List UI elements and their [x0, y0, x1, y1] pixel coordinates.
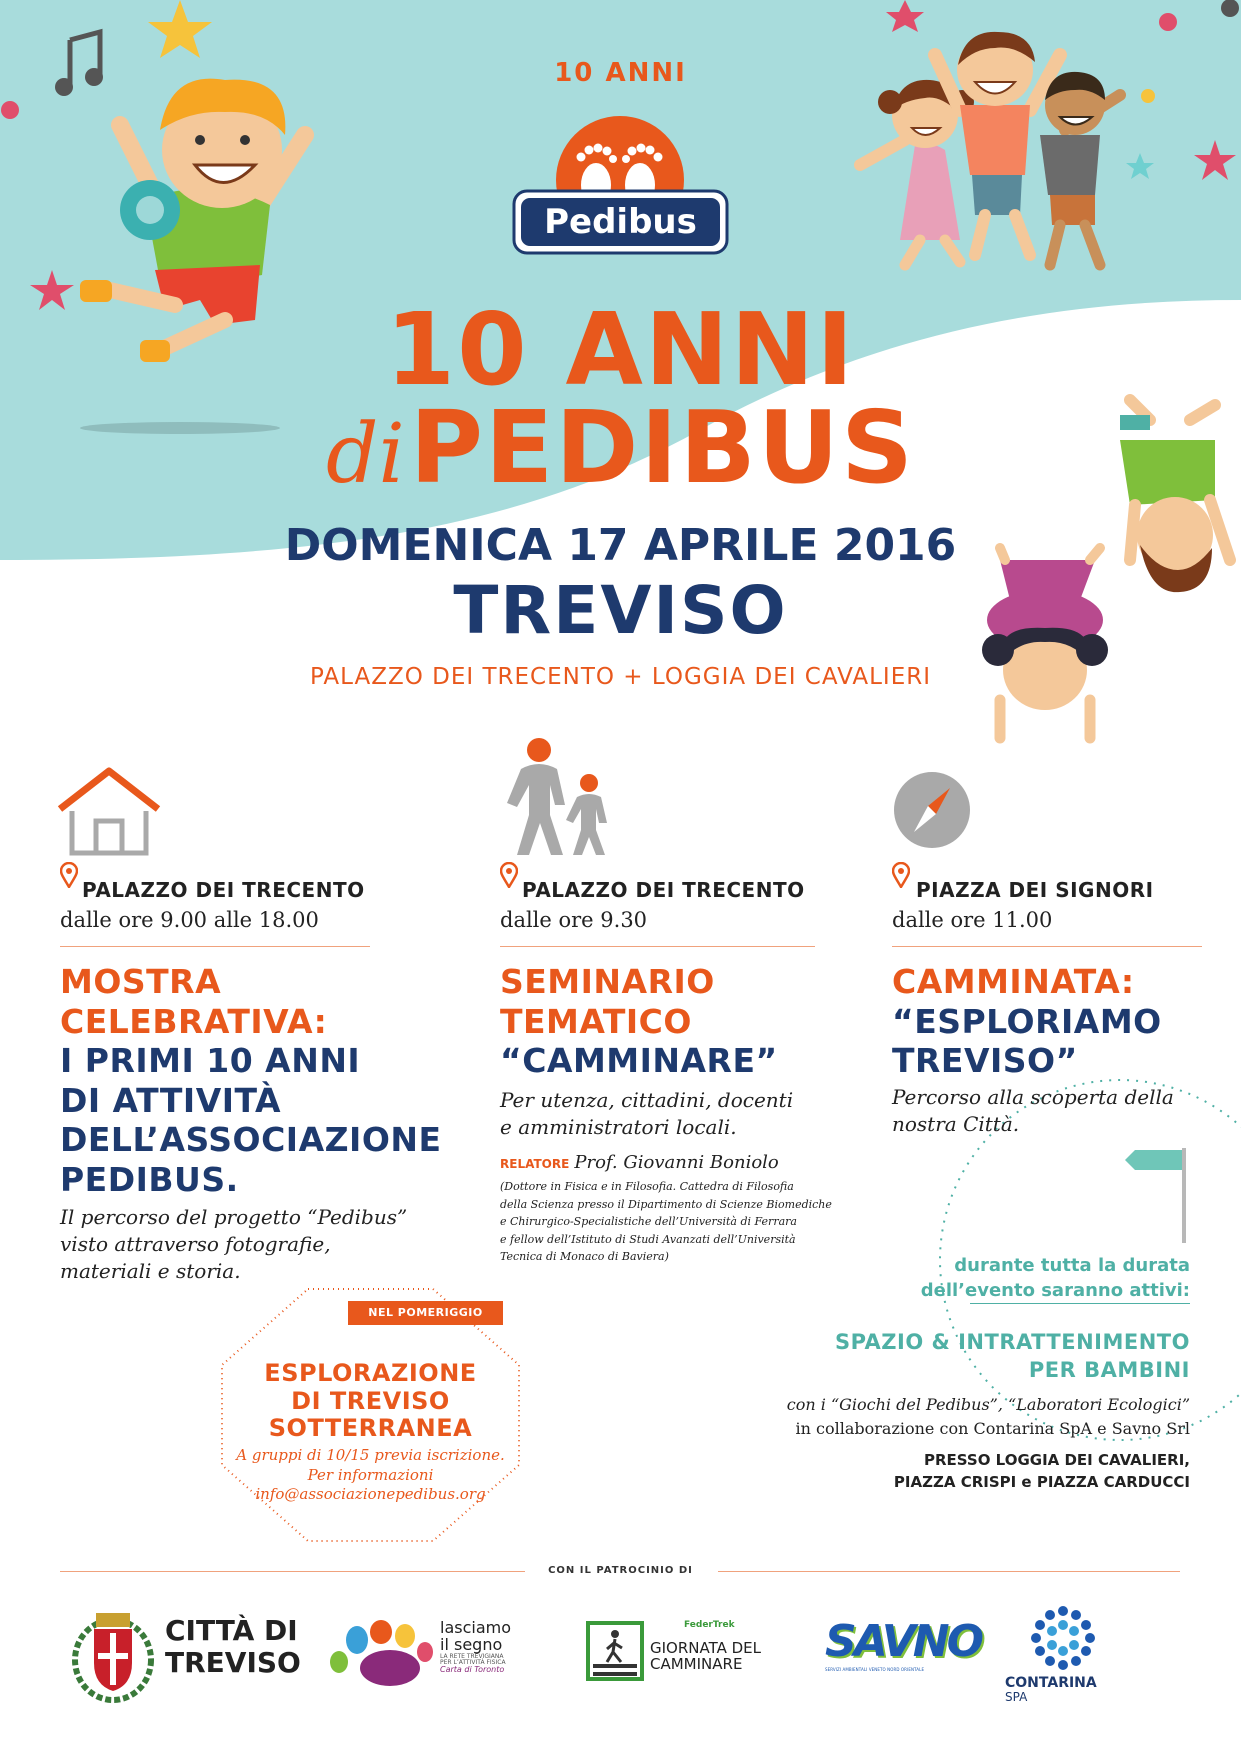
kids-where-line: PRESSO LOGGIA DEI CAVALIERI,	[923, 1451, 1190, 1469]
main-title-line1: 10 ANNI	[385, 291, 856, 408]
giornata-line: CAMMINARE	[650, 1655, 743, 1674]
segno-logo-text	[440, 1620, 511, 1675]
main-title-line2	[0, 389, 1241, 506]
contarina-line: SPA	[1005, 1689, 1028, 1704]
col3-heading-navy-1: “ESPLORIAMO	[892, 1001, 1162, 1041]
speaker-bio-line: e Chirurgico-Specialistiche dell’Università di Ferrara	[500, 1215, 797, 1229]
kids-line2: in collaborazione con Contarina SpA e Savno Srl	[795, 1419, 1190, 1438]
treviso-logo-line: CITTÀ DI	[165, 1614, 298, 1647]
kids-title-line: SPAZIO & INTRATTENIMENTO	[834, 1330, 1190, 1354]
speaker-label: RELATORE	[500, 1157, 570, 1171]
col2-heading-navy-1: “CAMMINARE”	[500, 1041, 778, 1081]
col2-divider	[500, 946, 815, 947]
event-venue: PALAZZO DEI TRECENTO + LOGGIA DEI CAVALIERI	[310, 664, 931, 690]
location-pin-icon	[500, 862, 518, 888]
kids-intro-divider	[970, 1303, 1190, 1304]
afternoon-title-line: SOTTERRANEA	[268, 1414, 473, 1443]
afternoon-title	[218, 1360, 523, 1443]
col1-heading-navy-4: PEDIBUS.	[60, 1159, 239, 1199]
location-pin-icon	[892, 862, 910, 888]
col1-heading-navy-3: DELL’ASSOCIAZIONE	[60, 1120, 442, 1160]
contarina-logo-icon	[1028, 1603, 1098, 1673]
col1-desc-line: visto attraverso fotografie,	[60, 1232, 331, 1256]
col2-speaker	[500, 1152, 840, 1173]
house-icon	[56, 765, 162, 857]
kids-intro-line: dell’evento saranno attivi:	[920, 1280, 1190, 1302]
col3-heading-navy-2: TREVISO”	[892, 1041, 1078, 1081]
giornata-logo-text	[650, 1621, 761, 1673]
location-pin-icon	[60, 862, 78, 888]
event-city: TREVISO	[453, 572, 788, 649]
col3-heading	[892, 962, 1222, 1081]
afternoon-text-line: Per informazioni	[307, 1465, 434, 1484]
treviso-logo-line: TREVISO	[165, 1646, 301, 1680]
kids-area-intro	[700, 1253, 1190, 1303]
savno-wordmark: SAVNO	[825, 1616, 982, 1667]
col1-desc-line: materiali e storia.	[60, 1259, 241, 1283]
savno-tagline: SERVIZI AMBIENTALI VENETO NORD ORIENTALE	[825, 1667, 925, 1672]
main-title-di: di	[325, 407, 405, 502]
giornata-line: GIORNATA DEL	[650, 1638, 762, 1657]
col3-desc-line: nostra Città.	[892, 1112, 1020, 1136]
col3-divider	[892, 946, 1202, 947]
pedestrian-crossing-icon	[585, 1620, 645, 1682]
afternoon-email[interactable]: info@associazionepedibus.org	[255, 1485, 486, 1503]
col3-location: PIAZZA DEI SIGNORI	[916, 878, 1154, 902]
kids-where-line: PIAZZA CRISPI e PIAZZA CARDUCCI	[893, 1472, 1190, 1491]
badge-anniversary: 10 ANNI	[554, 58, 687, 88]
compass-icon	[892, 770, 972, 850]
col1-time: dalle ore 9.00 alle 18.00	[60, 908, 319, 932]
speaker-bio-line: Tecnica di Monaco di Baviera)	[500, 1250, 669, 1264]
treviso-crest-icon	[68, 1605, 158, 1705]
kids-title-line: PER BAMBINI	[1028, 1358, 1190, 1383]
col2-location: PALAZZO DEI TRECENTO	[522, 878, 805, 902]
col1-heading-navy-1: I PRIMI 10 ANNI	[60, 1041, 361, 1081]
col2-desc-line: e amministratori locali.	[500, 1115, 737, 1139]
col3-description	[892, 1084, 1222, 1138]
speaker-name: Prof. Giovanni Boniolo	[574, 1152, 779, 1173]
segno-line: Carta di Toronto	[440, 1665, 505, 1675]
kids-area-title	[700, 1328, 1190, 1385]
col1-location: PALAZZO DEI TRECENTO	[82, 878, 365, 902]
paw-print-logo-icon	[325, 1620, 435, 1690]
col1-desc-line: Il percorso del progetto “Pedibus”	[60, 1205, 408, 1229]
badge-brand: Pedibus	[544, 202, 697, 242]
savno-logo	[825, 1616, 982, 1672]
segno-line: PER L’ATTIVITÀ FISICA	[440, 1658, 506, 1666]
col1-heading-navy-2: DI ATTIVITÀ	[60, 1080, 281, 1120]
segno-line: il segno	[440, 1634, 503, 1654]
speaker-bio-line: della Scienza presso il Dipartimento di Scienze Biomediche	[500, 1197, 832, 1211]
speaker-bio-line: e fellow dell’Istituto di Studi Avanzati dell’Università	[500, 1232, 796, 1246]
col3-heading-orange-1: CAMMINATA:	[892, 962, 1135, 1001]
col1-heading	[60, 962, 480, 1200]
col3-time: dalle ore 11.00	[892, 908, 1053, 932]
event-date: DOMENICA 17 APRILE 2016	[284, 520, 957, 571]
contarina-logo-text	[1005, 1676, 1097, 1703]
main-title-pedibus: PEDIBUS	[409, 389, 916, 506]
segno-line: lasciamo	[440, 1618, 512, 1637]
kids-intro-line: durante tutta la durata	[954, 1255, 1190, 1276]
col1-heading-orange-1: MOSTRA	[60, 962, 222, 1001]
col2-heading	[500, 962, 840, 1081]
patronage-label: CON IL PATROCINIO DI	[548, 1565, 693, 1576]
col2-description	[500, 1087, 830, 1141]
col3-desc-line: Percorso alla scoperta della	[892, 1085, 1174, 1109]
col1-heading-orange-2: CELEBRATIVA:	[60, 1001, 328, 1041]
afternoon-title-line: ESPLORAZIONE	[264, 1359, 477, 1387]
kids-line1: con i “Giochi del Pedibus”, “Laboratori Ecologici”	[786, 1395, 1190, 1414]
col1-divider	[60, 946, 370, 947]
segno-line: LA RETE TREVIGIANA	[440, 1652, 504, 1660]
afternoon-tag: NEL POMERIGGIO	[348, 1301, 503, 1325]
federtrek-label: FederTrek	[684, 1620, 735, 1630]
afternoon-text-line: A gruppi di 10/15 previa iscrizione.	[236, 1446, 505, 1464]
kids-area-details	[660, 1393, 1190, 1441]
col2-heading-orange-2: TEMATICO	[500, 1001, 692, 1041]
contarina-line: CONTARINA	[1005, 1675, 1097, 1691]
col1-description	[60, 1204, 420, 1285]
kids-area-where	[700, 1450, 1190, 1494]
afternoon-title-line: DI TREVISO	[291, 1386, 450, 1415]
col2-desc-line: Per utenza, cittadini, docenti	[500, 1088, 794, 1112]
speaker-bio-line: (Dottore in Fisica e in Filosofia. Cattedra di Filosofia	[500, 1180, 794, 1193]
col2-heading-orange-1: SEMINARIO	[500, 962, 715, 1001]
walking-adult-child-icon	[495, 735, 620, 857]
treviso-logo-text	[165, 1615, 301, 1679]
col2-time: dalle ore 9.30	[500, 908, 648, 932]
afternoon-text	[218, 1446, 523, 1505]
